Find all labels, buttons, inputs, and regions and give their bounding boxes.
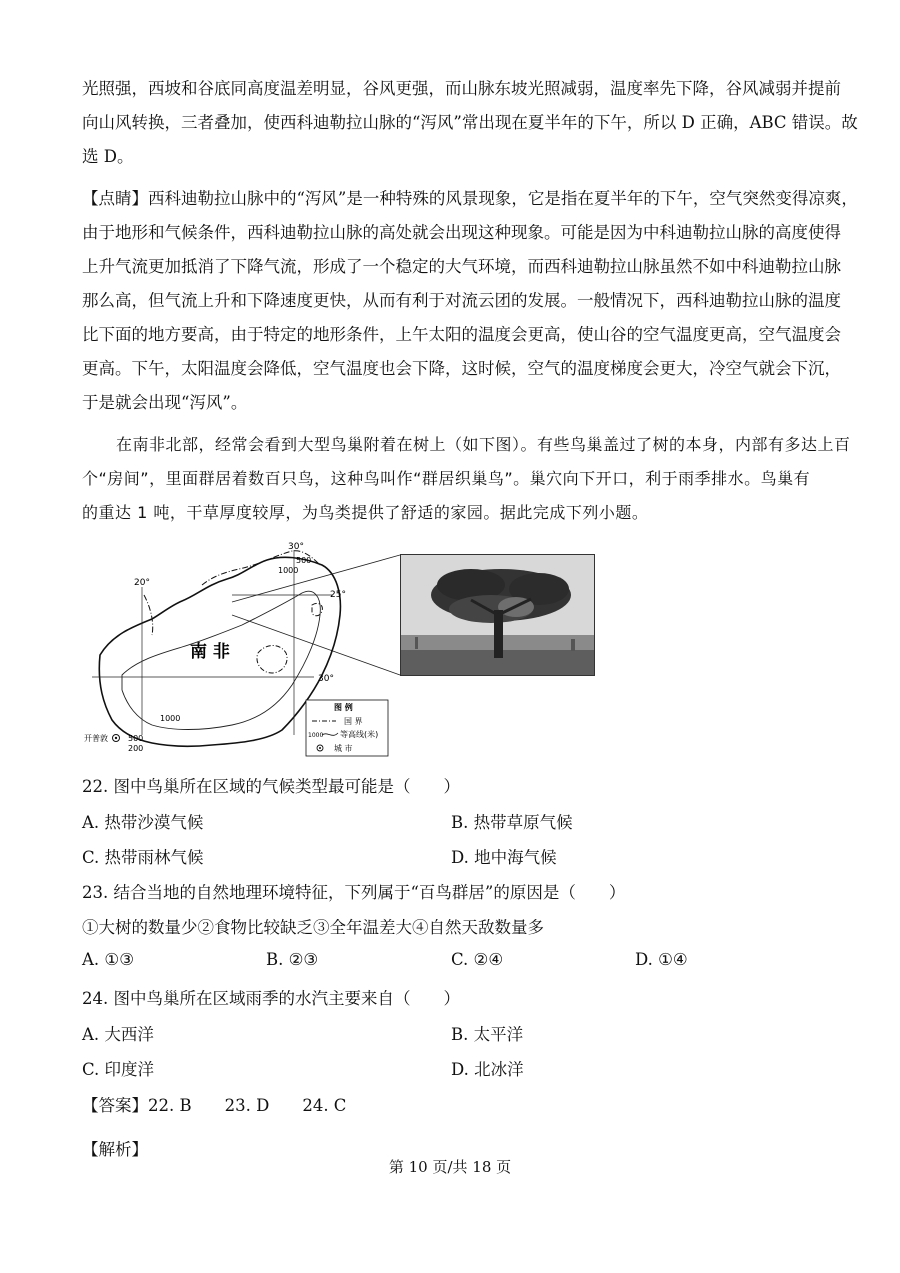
city-marker-dot-icon (115, 737, 117, 739)
q24-option-c[interactable]: C. 印度洋 (82, 1060, 155, 1079)
eswatini-border (312, 603, 322, 615)
q22-option-c[interactable]: C. 热带雨林气候 (82, 848, 204, 867)
legend-city-dot-icon (319, 747, 321, 749)
text-line: 上升气流更加抵消了下降气流，形成了一个稳定的大气环境，而西科迪勒拉山脉虽然不如中科迪勒拉山脉 (82, 257, 841, 276)
text-line: 比下面的地方要高，由于特定的地形条件，上午太阳的温度会更高，使山谷的空气温度更高，空气温度会 (82, 325, 841, 344)
text-line: 选 D。 (82, 147, 134, 166)
legend-contour-sample: 1000 (308, 732, 324, 739)
q22-option-a[interactable]: A. 热带沙漠气候 (82, 813, 204, 832)
label-country: 南 非 (190, 642, 230, 662)
label-contour-500: 500 (296, 556, 312, 565)
label-lat30-top: 30° (288, 542, 304, 552)
text-line: 光照强，西坡和谷底同高度温差明显，谷风更强，而山脉东坡光照减弱，温度率先下降，谷风减弱并提前 (82, 79, 841, 98)
question-24-stem: 24. 图中鸟巢所在区域雨季的水汽主要来自（ ） (82, 989, 460, 1008)
label-lon25: 25° (330, 590, 346, 600)
question-23-stem: 23. 结合当地的自然地理环境特征，下列属于“百鸟群居”的原因是（ ） (82, 883, 626, 902)
text-line: 向山风转换，三者叠加，使西科迪勒拉山脉的“泻风”常出现在夏半年的下午，所以 D 正确，ABC 错误。故 (82, 113, 858, 132)
text-line: 于是就会出现“泻风”。 (82, 393, 248, 412)
leader-line (232, 615, 400, 675)
legend-city-label: 城 市 (334, 744, 353, 753)
q23-option-d[interactable]: D. ①④ (635, 950, 688, 969)
q23-option-a[interactable]: A. ①③ (82, 950, 134, 969)
question-22-stem: 22. 图中鸟巢所在区域的气候类型最可能是（ ） (82, 777, 460, 796)
label-contour-1000-top: 1000 (278, 566, 299, 575)
lesotho-border (257, 646, 287, 674)
analysis-heading: 【解析】 (82, 1140, 148, 1159)
answer-line: 【答案】22. B 23. D 24. C (82, 1096, 347, 1115)
q24-option-b[interactable]: B. 太平洋 (451, 1025, 524, 1044)
text-line: 由于地形和气候条件，西科迪勒拉山脉的高处就会出现这种现象。可能是因为中科迪勒拉山脉的高度使得 (82, 223, 841, 242)
label-contour-500-bottom: 500 (128, 734, 144, 743)
question-23-items: ①大树的数量少②食物比较缺乏③全年温差大④自然天敌数量多 (82, 918, 544, 937)
q22-option-d[interactable]: D. 地中海气候 (451, 848, 557, 867)
label-lat30-right: 30° (318, 674, 334, 684)
national-border (144, 551, 320, 635)
paragraph-explanation (82, 72, 858, 174)
text-line: 【点睛】西科迪勒拉山脉中的“泻风”是一种特殊的风景现象，它是指在夏半年的下午，空气突然变得凉爽， (82, 189, 858, 208)
q24-option-a[interactable]: A. 大西洋 (82, 1025, 154, 1044)
q23-option-b[interactable]: B. ②③ (266, 950, 319, 969)
nest-tree-photo (400, 554, 595, 676)
legend-contour-label: 等高线(米) (340, 730, 379, 739)
label-contour-1000-bottom: 1000 (160, 714, 181, 723)
q22-option-b[interactable]: B. 热带草原气候 (451, 813, 573, 832)
text-line: 的重达 1 吨，干草厚度较厚，为鸟类提供了舒适的家园。据此完成下列小题。 (82, 503, 649, 522)
text-line: 更高。下午，太阳温度会降低，空气温度也会下降，这时候，空气的温度梯度会更大，冷空气就会下沉， (82, 359, 841, 378)
label-city: 开普敦 (84, 734, 108, 743)
legend-border-label: 国 界 (344, 717, 363, 726)
text-line: 在南非北部，经常会看到大型鸟巢附着在树上（如下图）。有些鸟巢盖过了树的本身，内部有多达上百 (116, 435, 851, 454)
paragraph-material (82, 428, 851, 530)
text-line: 个“房间”，里面群居着数百只鸟，这种鸟叫作“群居织巢鸟”。巢穴向下开口，利于雨季排水。鸟巢有 (82, 469, 811, 488)
label-contour-200: 200 (128, 744, 144, 753)
legend-title: 图 例 (334, 703, 353, 712)
tree-nest-image (401, 555, 594, 675)
paragraph-dianjing (82, 182, 858, 420)
map-legend (306, 700, 388, 756)
q23-option-c[interactable]: C. ②④ (451, 950, 504, 969)
label-lon20: 20° (134, 578, 150, 588)
q24-option-d[interactable]: D. 北冰洋 (451, 1060, 524, 1079)
text-line: 那么高，但气流上升和下降速度更快，从而有利于对流云团的发展。一般情况下，西科迪勒拉山脉的温度 (82, 291, 841, 310)
page-footer: 第 10 页/共 18 页 (388, 1158, 512, 1176)
